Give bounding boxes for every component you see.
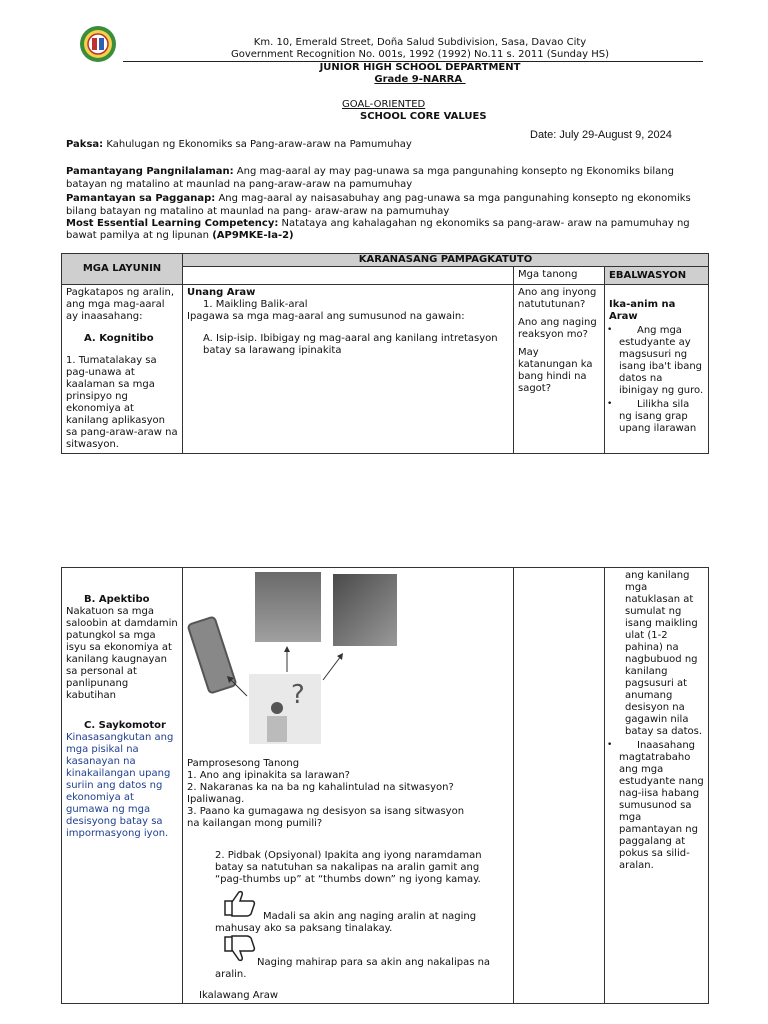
pamprosesong-title: Pamprosesong Tanong — [187, 758, 300, 769]
eval-item-1: • Ang mga estudyante ay magsusuri ng isang iba't ibang datos na ibinigay ng guro. — [609, 325, 704, 397]
lesson-table-page1 — [61, 253, 709, 454]
grade-section: Grade 9-NARRA — [374, 74, 466, 85]
saykomotor-title: C. Saykomotor — [84, 720, 166, 731]
tanong-cell — [514, 285, 605, 454]
pidbak-text: 2. Pidbak (Opsiyonal) Ipakita ang iyong naramdaman batay sa natutuhan sa nakalipas na aralin gamit ang “pag-thumbs up” at “thumbs down” ng iyong kamay. — [215, 850, 482, 885]
saykomotor-text: Kinasasangkutan ang mga pisikal na kasanayan na kinakailangan upang suriin ang datos ng ekonomiya at gumawa ng mga desisyong batay sa impormasyong iyon. — [66, 732, 174, 839]
paksa — [66, 139, 706, 151]
ikalawang-araw: Ikalawang Araw — [199, 990, 279, 1001]
melc-code: (AP9MKE-Ia-2) — [212, 230, 294, 241]
melc-text: Natataya ang kahalagahan ng ekonomiks sa pang-araw- araw na pamumuhay ng bawat pamilya at ng lipunan — [66, 218, 690, 241]
government-recognition: Government Recognition No. 001s, 1992 (1992) No.11 s. 2011 (Sunday HS) — [230, 49, 610, 60]
pamprosesong-block — [187, 758, 507, 830]
pangnilalaman-label: Pamantayang Pangnilalaman: — [66, 166, 234, 177]
eval-title: Ika-anim na Araw — [609, 299, 676, 322]
goal-oriented: GOAL-ORIENTED — [342, 99, 426, 110]
school-address: Km. 10, Emerald Street, Doña Salud Subdivision, Sasa, Davao City — [253, 37, 587, 48]
collage-picture — [183, 568, 393, 753]
eval-list-2 — [609, 740, 704, 872]
col-header-tanong: Mga tanong — [514, 267, 605, 285]
kognitibo-title: A. Kognitibo — [84, 333, 154, 344]
tanong-2: Ano ang naging reaksyon mo? — [518, 317, 597, 340]
school-core-values: SCHOOL CORE VALUES — [360, 111, 487, 122]
pq-1: 1. Ano ang ipinakita sa larawan? — [187, 770, 350, 781]
apektibo-title: B. Apektibo — [84, 594, 150, 605]
karanasan-cell-2 — [183, 568, 514, 1004]
unang-araw: Unang Araw — [187, 287, 256, 298]
lesson-table-page2 — [61, 567, 709, 1004]
blank-subheader — [183, 267, 514, 285]
pagganap-text: Ang mag-aaral ay naisasabuhay ang pag-unawa sa mga pangunahing konsepto ng ekonomiks bilang batayan ng matalino at maunlad na pang- araw-araw na pamumuhay — [66, 193, 691, 217]
col-header-ebalwasyon: EBALWASYON — [605, 267, 709, 285]
balik-aral: 1. Maikling Balik-aral — [203, 299, 308, 310]
melc-label: Most Essential Learning Competency: — [66, 218, 279, 229]
pagganap-label: Pamantayan sa Pagganap: — [66, 193, 216, 204]
karanasan-cell — [183, 285, 514, 454]
thumbs-up-text: Madali sa akin ang naging aralin at naging mahusay ako sa paksang tinalakay. — [215, 911, 477, 934]
ebalwasyon-cell-2 — [605, 568, 709, 1004]
question-mark: ? — [291, 680, 305, 710]
pangnilalaman-text: Ang mag-aaral ay may pag-unawa sa mga pangunahing konsepto ng Ekonomiks bilang batayan ng matalino at maunlad na pang-araw-araw na pamumuhay — [66, 166, 674, 190]
eval-list — [609, 325, 704, 435]
layunin-cell — [62, 285, 183, 454]
ipagawa-text: Ipagawa sa mga mag-aaral ang sumusunod na gawain: — [187, 311, 465, 322]
tanong-cell-2 — [514, 568, 605, 1004]
pq-2: 2. Nakaranas ka na ba ng kahalintulad na sitwasyon? Ipaliwanag. — [187, 782, 454, 805]
apektibo-text: Nakatuon sa mga saloobin at damdamin patungkol sa mga isyu sa ekonomiya at kanilang kaugnayan sa personal at panlipunang kabutihan — [66, 606, 178, 701]
eval-item-3: • Inaasahang magtatrabaho ang mga estudyante nang nag-iisa habang sumusunod sa mga pamantayan ng paggalang at pokus sa silid-aralan. — [609, 740, 704, 872]
pamantayan-sa-pagganap — [66, 192, 706, 218]
col-header-layunin: MGA LAYUNIN — [62, 254, 183, 285]
kognitibo-text: 1. Tumatalakay sa pag-unawa at kaalaman sa mga prinsipyo ng ekonomiya at kanilang aplikasyon sa pang-araw-araw na sitwasyon. — [66, 355, 178, 450]
pq-3: 3. Paano ka gumagawa ng desisyon sa isang sitwasyon na kailangan mong pumili? — [187, 806, 465, 829]
paksa-label: Paksa: — [66, 139, 104, 150]
department-title: JUNIOR HIGH SCHOOL DEPARTMENT — [319, 62, 521, 73]
isip-isip-text: A. Isip-isip. Ibibigay ng mag-aaral ang kanilang intretasyon batay sa larawang ipinakita — [203, 333, 498, 356]
col-header-karanasan: KARANASANG PAMPAGKATUTO — [183, 254, 709, 267]
eval-item-2: • Lilikha sila ng isang grap upang ilarawan — [609, 399, 704, 435]
eval-continued: ang kanilang mga natuklasan at sumulat ng isang maikling ulat (1-2 pahina) na nagbubuod ng kanilang pagsusuri at anumang desisyon na gagawin nila batay sa datos. — [625, 570, 703, 737]
paksa-text: Kahulugan ng Ekonomiks sa Pang-araw-araw na Pamumuhay — [103, 139, 412, 150]
date-range: Date: July 29-August 9, 2024 — [530, 129, 672, 141]
ebalwasyon-cell — [605, 285, 709, 454]
tanong-3: May katanungan ka bang hindi na sagot? — [518, 347, 593, 394]
tanong-1: Ano ang inyong natututunan? — [518, 287, 597, 310]
layunin-cell-2 — [62, 568, 183, 1004]
layunin-intro: Pagkatapos ng aralin, ang mga mag-aaral ay inaasahang: — [66, 287, 175, 322]
thumbs-down-text: Naging mahirap para sa akin ang nakalipas na aralin. — [215, 957, 491, 980]
pamantayang-pangnilalaman — [66, 165, 706, 191]
melc — [66, 218, 706, 242]
collage-arrows — [183, 568, 393, 753]
school-seal-icon — [74, 24, 122, 64]
